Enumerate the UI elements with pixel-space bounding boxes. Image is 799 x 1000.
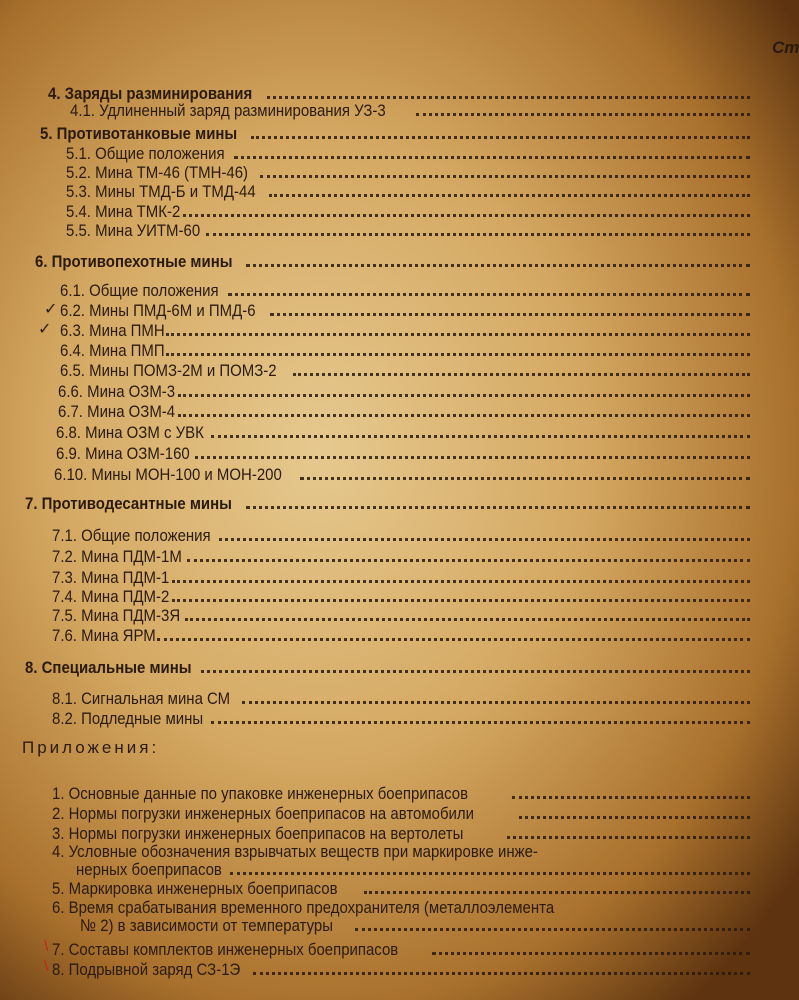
toc-item: 8.1. Сигнальная мина СМ xyxy=(52,689,750,709)
toc-section: 4. Заряды разминирования xyxy=(48,84,750,104)
toc-item: 5.5. Мина УИТМ-60 xyxy=(66,221,750,241)
appendix-item: 8. Подрывной заряд СЗ-1Э xyxy=(52,960,750,980)
toc-item: 6.4. Мина ПМП xyxy=(60,341,750,361)
appendix-item-continuation: нерных боеприпасов xyxy=(76,860,750,880)
red-tick-icon: \ xyxy=(44,958,49,975)
appendix-item: 4. Условные обозначения взрывчатых веществ при маркировке инже- xyxy=(52,842,538,861)
toc-item: 5.2. Мина ТМ-46 (ТМН-46) xyxy=(66,163,750,183)
appendix-item: 3. Нормы погрузки инженерных боеприпасов на вертолеты xyxy=(52,824,750,844)
toc-item: 8.2. Подледные мины xyxy=(52,709,750,729)
check-mark-icon: ✓ xyxy=(44,301,58,318)
red-tick-icon: \ xyxy=(44,938,49,955)
toc-item: 6.1. Общие положения xyxy=(60,281,750,301)
page-column-header: Ст xyxy=(772,38,799,57)
appendix-item: 1. Основные данные по упаковке инженерных боеприпасов xyxy=(52,784,750,804)
toc-item: 6.5. Мины ПОМЗ-2М и ПОМЗ-2 xyxy=(60,361,750,381)
toc-item: 6.3. Мина ПМН xyxy=(60,321,750,341)
toc-item: 6.6. Мина ОЗМ-3 xyxy=(58,382,750,402)
toc-item: 6.10. Мины МОН-100 и МОН-200 xyxy=(54,465,750,485)
toc-item: 7.3. Мина ПДМ-1 xyxy=(52,568,750,588)
toc-section: 6. Противопехотные мины xyxy=(35,252,750,272)
appendix-item: 5. Маркировка инженерных боеприпасов xyxy=(52,879,750,899)
appendix-item: 7. Составы комплектов инженерных боеприпасов xyxy=(52,940,750,960)
toc-item: 7.5. Мина ПДМ-3Я xyxy=(52,606,750,626)
toc-item: 5.4. Мина ТМК-2 xyxy=(66,202,750,222)
toc-item: 4.1. Удлиненный заряд разминирования УЗ-3 xyxy=(70,101,750,121)
toc-section: 8. Специальные мины xyxy=(25,658,750,678)
toc-item: 6.2. Мины ПМД-6М и ПМД-6 xyxy=(60,301,750,321)
toc-item: 7.2. Мина ПДМ-1М xyxy=(52,547,750,567)
toc-item: 6.7. Мина ОЗМ-4 xyxy=(58,402,750,422)
toc-item: 7.4. Мина ПДМ-2 xyxy=(52,587,750,607)
toc-section: 7. Противодесантные мины xyxy=(25,494,750,514)
toc-item: 5.1. Общие положения xyxy=(66,144,750,164)
toc-item: 7.1. Общие положения xyxy=(52,526,750,546)
toc-item: 6.8. Мина ОЗМ с УВК xyxy=(56,423,750,443)
appendix-heading: Приложения: xyxy=(22,738,160,757)
toc-item: 6.9. Мина ОЗМ-160 xyxy=(56,444,750,464)
appendix-item: 6. Время срабатывания временного предохранителя (металлоэлемента xyxy=(52,898,555,917)
toc-item: 7.6. Мина ЯРМ xyxy=(52,626,750,646)
appendix-item-continuation: № 2) в зависимости от температуры xyxy=(80,916,750,936)
toc-item: 5.3. Мины ТМД-Б и ТМД-44 xyxy=(66,182,750,202)
check-mark-icon: ✓ xyxy=(38,321,52,338)
appendix-item: 2. Нормы погрузки инженерных боеприпасов на автомобили xyxy=(52,804,750,824)
toc-section: 5. Противотанковые мины xyxy=(40,124,750,144)
